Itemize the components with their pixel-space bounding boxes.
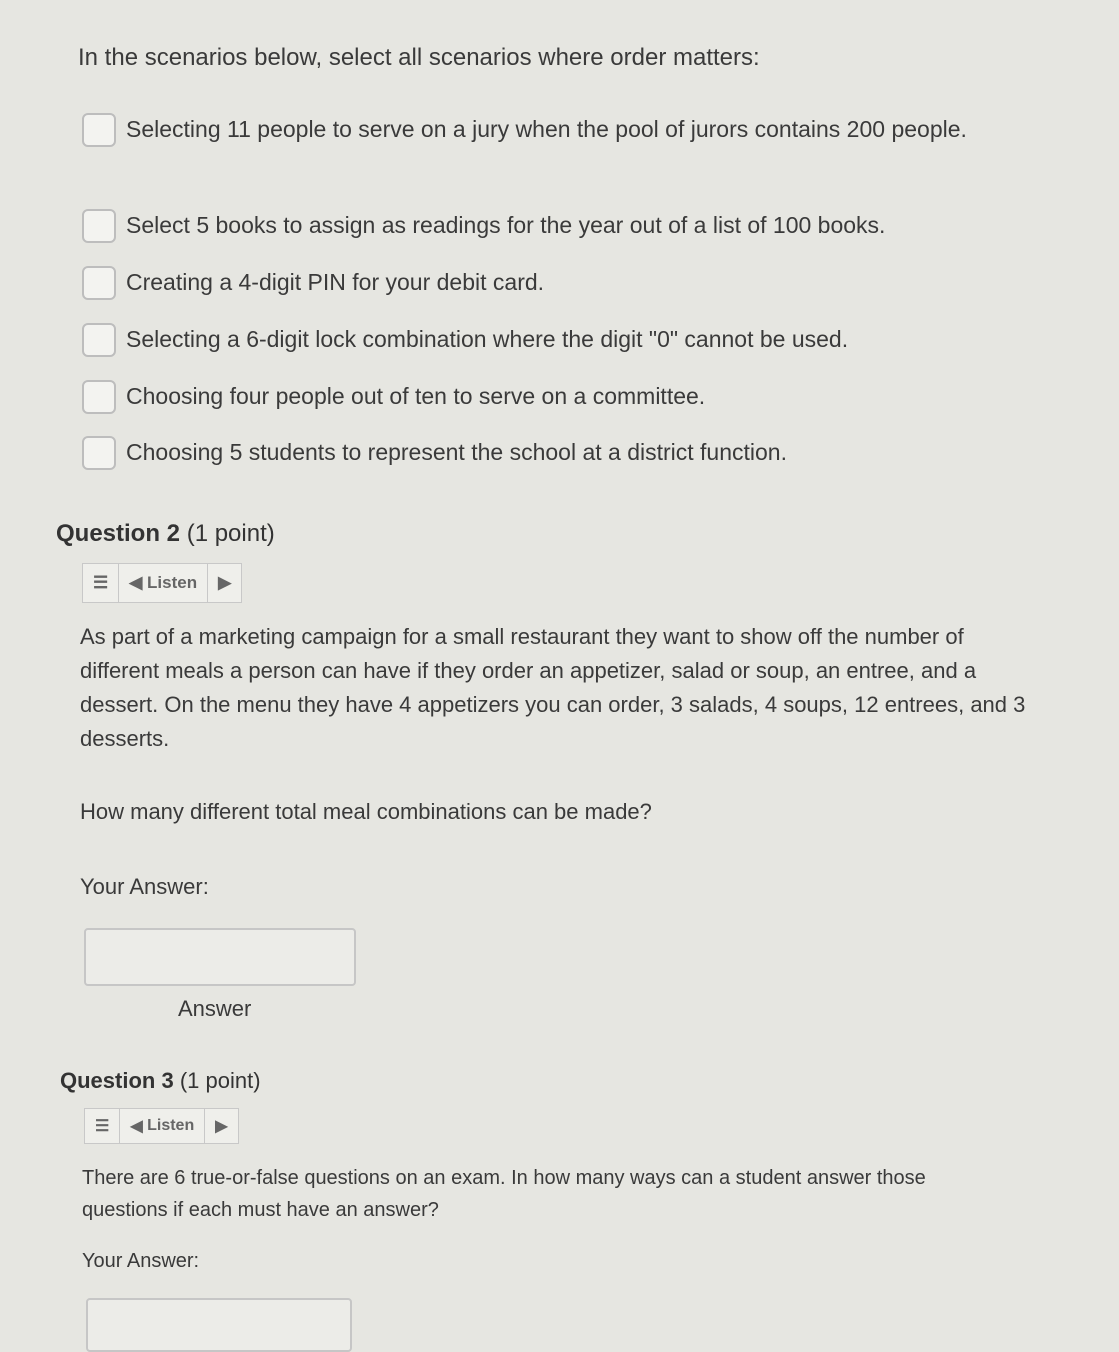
your-answer-label: Your Answer: — [80, 874, 209, 899]
q1-option[interactable] — [82, 377, 1022, 415]
listen-button[interactable]: ◀ Listen — [120, 1109, 205, 1143]
option-label: Select 5 books to assign as readings for the year out of a list of 100 books. — [126, 212, 886, 238]
listen-toolbar — [82, 563, 242, 603]
q1-option[interactable] — [82, 433, 1022, 471]
q1-option[interactable] — [82, 110, 1022, 148]
q1-option[interactable] — [82, 320, 1022, 358]
q1-option[interactable] — [82, 263, 1022, 301]
speaker-icon: ◀ — [130, 1118, 148, 1135]
q2-text: As part of a marketing campaign for a small restaurant they want to show off the number of different meals a person can have if they order an appetizer, salad or soup, an entree, and a dessert. On the menu they have 4 appetizers you can order, 3 salads, 4 soups, 12 entrees, and 3 desserts. — [80, 624, 1026, 751]
checkbox[interactable] — [82, 436, 116, 470]
q2-answer-input[interactable] — [84, 928, 356, 986]
listen-button[interactable]: ◀ Listen — [119, 564, 208, 602]
listen-toolbar — [84, 1108, 239, 1144]
checkbox[interactable] — [82, 380, 116, 414]
answer-label: Answer — [178, 996, 252, 1021]
play-icon[interactable]: ▶ — [215, 1118, 228, 1135]
q3-heading: Question 3 (1 point) — [60, 1068, 261, 1093]
q3-answer-input[interactable] — [86, 1298, 352, 1352]
menu-icon[interactable]: ☰ — [83, 564, 119, 602]
q3-text: There are 6 true-or-false questions on an exam. In how many ways can a student answer those questions if each must have an answer? — [82, 1167, 926, 1221]
q2-heading: Question 2 (1 point) — [56, 520, 275, 547]
checkbox[interactable] — [82, 323, 116, 357]
option-label: Selecting a 6-digit lock combination where the digit "0" cannot be used. — [126, 326, 849, 352]
q1-prompt: In the scenarios below, select all scenarios where order matters: — [78, 44, 760, 71]
q1-option[interactable] — [82, 206, 1022, 244]
your-answer-label: Your Answer: — [82, 1250, 200, 1272]
option-label: Choosing four people out of ten to serve on a committee. — [126, 383, 706, 409]
play-icon[interactable]: ▶ — [218, 573, 232, 592]
q2-question: How many different total meal combinations can be made? — [80, 799, 652, 824]
checkbox[interactable] — [82, 266, 116, 300]
menu-icon[interactable]: ☰ — [85, 1109, 120, 1143]
option-label: Choosing 5 students to represent the school at a district function. — [126, 439, 787, 465]
option-label: Creating a 4-digit PIN for your debit card. — [126, 269, 545, 295]
option-label: Selecting 11 people to serve on a jury when the pool of jurors contains 200 people. — [126, 116, 967, 142]
checkbox[interactable] — [82, 113, 116, 147]
checkbox[interactable] — [82, 209, 116, 243]
speaker-icon: ◀ — [129, 573, 148, 592]
